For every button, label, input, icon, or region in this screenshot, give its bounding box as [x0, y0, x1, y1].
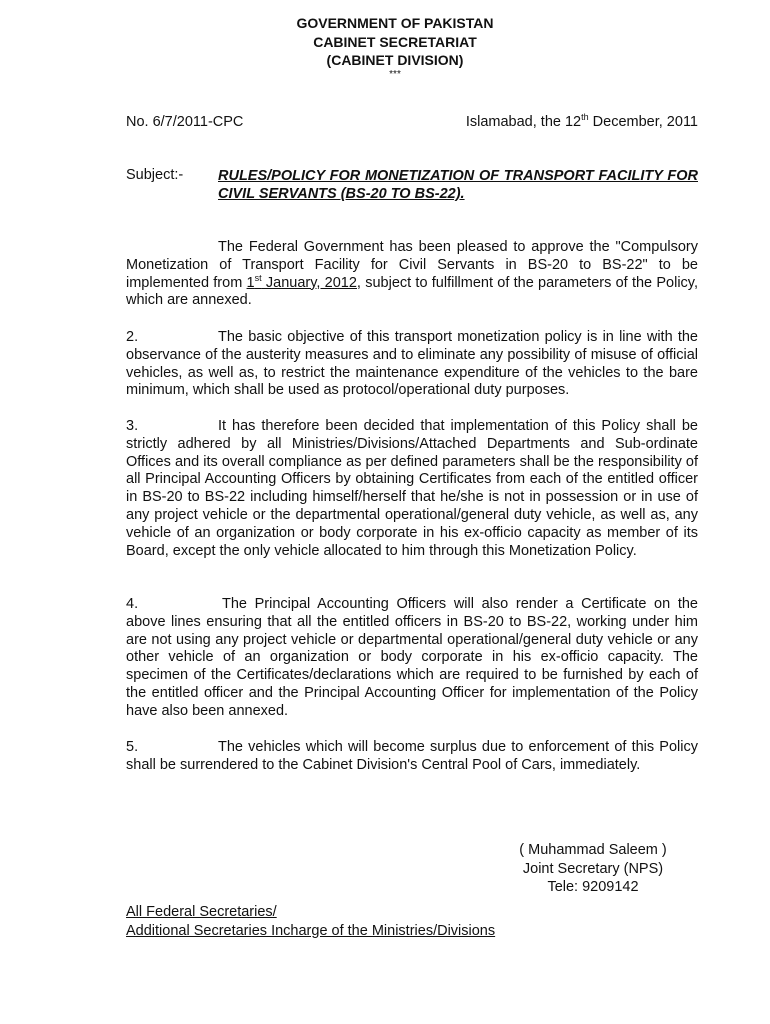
reference-line [126, 114, 698, 130]
subject-label: Subject:- [126, 167, 184, 183]
letterhead-division: (CABINET DIVISION) [326, 52, 464, 68]
distribution-list [126, 903, 495, 940]
reference-number: No. 6/7/2011-CPC [126, 114, 244, 130]
subject-text: RULES/POLICY FOR MONETIZATION OF TRANSPORT FACILITY FOR CIVIL SERVANTS (BS-20 TO BS-22). [218, 168, 698, 202]
effective-date: 1st January, 2012, [246, 272, 361, 291]
letterhead [0, 14, 770, 80]
paragraph-4: 4. The Principal Accounting Officers will also render a Certificate on the above lines ensuring that all the entitled officers in BS-20 to BS-22, working under him are not using any project vehicle or departmental operational/general duty vehicle or any other vehicle of an organization or body corporate in his ex-officio capacity. The specimen of the Certificates/declarations which are required to be furnished by each of the entitled officer and the Principal Accounting Officer for implementation of the Policy have also been annexed. [126, 596, 698, 719]
letterhead-secretariat: CABINET SECRETARIAT [313, 33, 477, 50]
signatory-title: Joint Secretary (NPS) [522, 860, 664, 877]
signatory-phone: Tele: 9209142 [547, 879, 639, 895]
signature-block [500, 841, 686, 897]
paragraph-3: 3. It has therefore been decided that implementation of this Policy shall be strictly adhered by all Ministries/Divisions/Attached Departments and Sub-ordinate Offices and its overall compliance as per defined parameters shall be the responsibility of all Principal Accounting Officers by obtaining Certificates from each of the entitled officer in BS-20 to BS-22 including himself/herself that he/she is not in possession or in use of any project vehicle or the departmental operational/general duty vehicle, as well as, any vehicle of an organization or body corporate in his ex-officio capacity as member of its Board, except the only vehicle allocated to him through this Monetization Policy. [126, 418, 698, 559]
letter-date: Islamabad, the 12th December, 2011 [465, 112, 698, 130]
paragraph-5: 5. The vehicles which will become surplus due to enforcement of this Policy shall be surrendered to the Cabinet Division's Central Pool of Cars, immediately. [126, 739, 698, 773]
distribution-line-2: Additional Secretaries Incharge of the Ministries/Divisions [126, 922, 496, 939]
signatory-name: ( Muhammad Saleem ) [519, 842, 667, 858]
paragraph-2: 2. The basic objective of this transport monetization policy is in line with the observance of the austerity measures and to eliminate any possibility of misuse of official vehicles, as well as, to restrict the maintenance expenditure of the vehicles to the bare minimum, which shall be used as protocol/operational duty purposes. [126, 329, 698, 399]
paragraph-1: The Federal Government has been pleased to approve the "Compulsory Monetization of Transport Facility for Civil Servants in BS-20 to BS-22" to be implemented from 1st January, 2012, subject to fulfillment of the parameters of the Policy, which are annexed. [126, 239, 698, 309]
letterhead-government: GOVERNMENT OF PAKISTAN [296, 15, 494, 31]
letterhead-stars: *** [389, 68, 401, 80]
distribution-line-1: All Federal Secretaries/ [126, 904, 277, 920]
